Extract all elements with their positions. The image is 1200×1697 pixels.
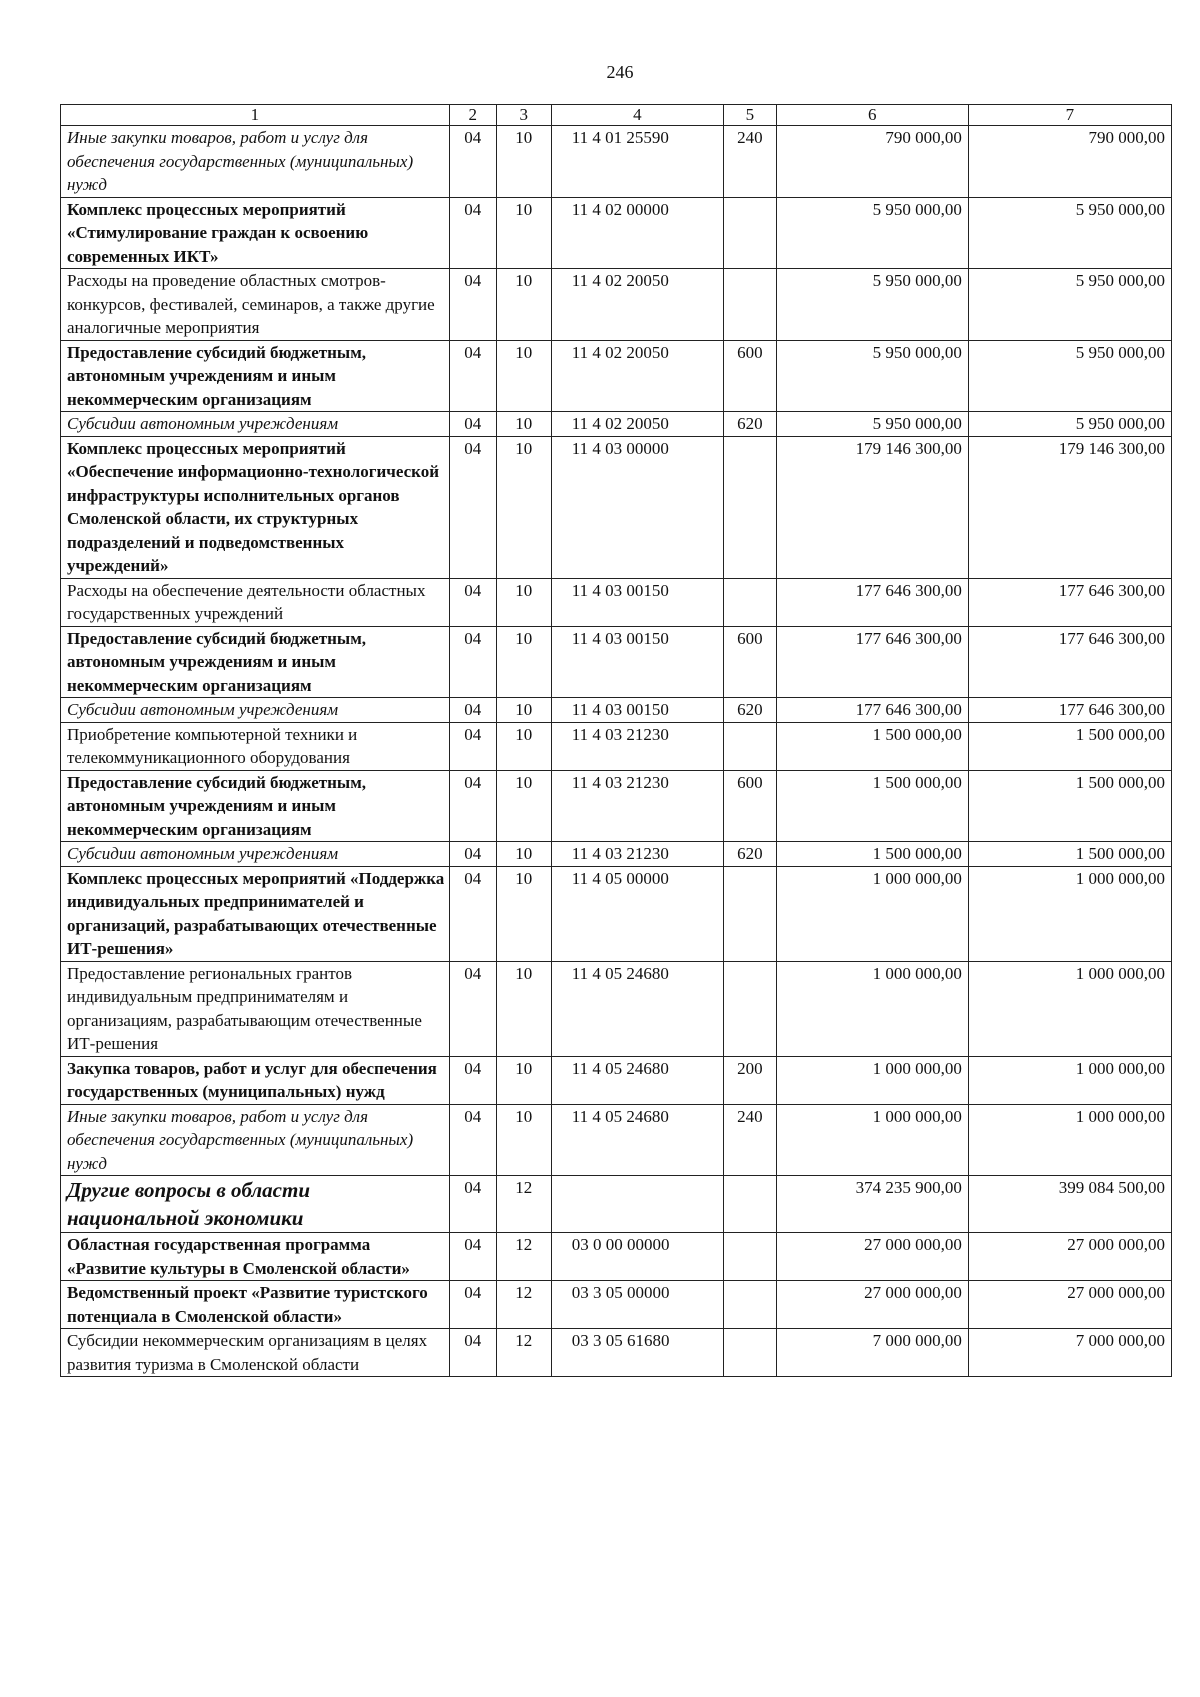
table-row — [61, 197, 1172, 269]
section-code: 04 — [449, 1281, 496, 1329]
subsection-code: 12 — [496, 1329, 551, 1377]
section-code: 04 — [449, 626, 496, 698]
target-article-code: 11 4 03 00150 — [551, 578, 723, 626]
section-code: 04 — [449, 1104, 496, 1176]
expense-type-code — [724, 866, 777, 961]
amount-year-1: 177 646 300,00 — [776, 578, 968, 626]
table-row — [61, 1104, 1172, 1176]
row-name: Предоставление субсидий бюджетным, автономным учреждениям и иным некоммерческим организациям — [61, 770, 450, 842]
header-col-7: 7 — [968, 105, 1171, 126]
amount-year-2: 27 000 000,00 — [968, 1233, 1171, 1281]
target-article-code: 11 4 05 24680 — [551, 1056, 723, 1104]
table-row — [61, 1056, 1172, 1104]
budget-table-container — [60, 104, 1172, 1377]
row-name: Иные закупки товаров, работ и услуг для обеспечения государственных (муниципальных) нужд — [61, 1104, 450, 1176]
amount-year-2: 5 950 000,00 — [968, 340, 1171, 412]
section-code: 04 — [449, 578, 496, 626]
expense-type-code — [724, 269, 777, 341]
row-name: Расходы на обеспечение деятельности областных государственных учреждений — [61, 578, 450, 626]
row-name: Другие вопросы в области национальной экономики — [61, 1176, 450, 1233]
subsection-code: 10 — [496, 197, 551, 269]
subsection-code: 10 — [496, 698, 551, 723]
target-article-code: 03 0 00 00000 — [551, 1233, 723, 1281]
amount-year-1: 177 646 300,00 — [776, 626, 968, 698]
table-row — [61, 1233, 1172, 1281]
amount-year-2: 177 646 300,00 — [968, 578, 1171, 626]
amount-year-1: 5 950 000,00 — [776, 197, 968, 269]
subsection-code: 10 — [496, 269, 551, 341]
expense-type-code — [724, 722, 777, 770]
budget-table — [60, 104, 1172, 1377]
section-code: 04 — [449, 866, 496, 961]
subsection-code: 10 — [496, 1104, 551, 1176]
section-code: 04 — [449, 698, 496, 723]
subsection-code: 10 — [496, 412, 551, 437]
target-article-code: 11 4 03 00150 — [551, 626, 723, 698]
expense-type-code: 620 — [724, 698, 777, 723]
section-code: 04 — [449, 340, 496, 412]
expense-type-code — [724, 578, 777, 626]
amount-year-2: 5 950 000,00 — [968, 197, 1171, 269]
expense-type-code — [724, 436, 777, 578]
expense-type-code — [724, 961, 777, 1056]
section-code: 04 — [449, 126, 496, 198]
subsection-code: 10 — [496, 961, 551, 1056]
section-code: 04 — [449, 1329, 496, 1377]
target-article-code — [551, 1176, 723, 1233]
amount-year-1: 7 000 000,00 — [776, 1329, 968, 1377]
table-row — [61, 126, 1172, 198]
row-name: Субсидии автономным учреждениям — [61, 842, 450, 867]
row-name: Закупка товаров, работ и услуг для обеспечения государственных (муниципальных) нужд — [61, 1056, 450, 1104]
subsection-code: 10 — [496, 1056, 551, 1104]
header-row — [61, 105, 1172, 126]
target-article-code: 03 3 05 61680 — [551, 1329, 723, 1377]
amount-year-2: 1 000 000,00 — [968, 1104, 1171, 1176]
expense-type-code — [724, 197, 777, 269]
table-row — [61, 578, 1172, 626]
amount-year-2: 27 000 000,00 — [968, 1281, 1171, 1329]
amount-year-2: 5 950 000,00 — [968, 269, 1171, 341]
table-body — [61, 126, 1172, 1377]
table-row — [61, 842, 1172, 867]
amount-year-1: 374 235 900,00 — [776, 1176, 968, 1233]
amount-year-2: 399 084 500,00 — [968, 1176, 1171, 1233]
expense-type-code: 600 — [724, 770, 777, 842]
target-article-code: 11 4 02 20050 — [551, 412, 723, 437]
amount-year-2: 1 500 000,00 — [968, 842, 1171, 867]
row-name: Субсидии автономным учреждениям — [61, 698, 450, 723]
subsection-code: 10 — [496, 842, 551, 867]
amount-year-1: 1 500 000,00 — [776, 722, 968, 770]
row-name: Комплекс процессных мероприятий «Стимулирование граждан к освоению современных ИКТ» — [61, 197, 450, 269]
amount-year-1: 1 000 000,00 — [776, 961, 968, 1056]
expense-type-code: 200 — [724, 1056, 777, 1104]
subsection-code: 10 — [496, 866, 551, 961]
section-code: 04 — [449, 1176, 496, 1233]
amount-year-1: 1 000 000,00 — [776, 1104, 968, 1176]
expense-type-code: 600 — [724, 340, 777, 412]
row-name: Предоставление субсидий бюджетным, автономным учреждениям и иным некоммерческим организациям — [61, 340, 450, 412]
row-name: Областная государственная программа «Развитие культуры в Смоленской области» — [61, 1233, 450, 1281]
target-article-code: 11 4 02 20050 — [551, 269, 723, 341]
expense-type-code: 620 — [724, 412, 777, 437]
page-number: 246 — [606, 62, 634, 82]
header-col-2: 2 — [449, 105, 496, 126]
expense-type-code — [724, 1176, 777, 1233]
row-name: Комплекс процессных мероприятий «Поддержка индивидуальных предпринимателей и организаций, разрабатывающих отечественные ИТ-решения» — [61, 866, 450, 961]
table-row — [61, 1329, 1172, 1377]
amount-year-1: 5 950 000,00 — [776, 412, 968, 437]
target-article-code: 11 4 03 21230 — [551, 842, 723, 867]
amount-year-2: 790 000,00 — [968, 126, 1171, 198]
amount-year-2: 1 000 000,00 — [968, 961, 1171, 1056]
subsection-code: 10 — [496, 722, 551, 770]
row-name: Приобретение компьютерной техники и телекоммуникационного оборудования — [61, 722, 450, 770]
target-article-code: 03 3 05 00000 — [551, 1281, 723, 1329]
amount-year-2: 5 950 000,00 — [968, 412, 1171, 437]
amount-year-2: 179 146 300,00 — [968, 436, 1171, 578]
target-article-code: 11 4 03 00000 — [551, 436, 723, 578]
header-col-4: 4 — [551, 105, 723, 126]
subsection-code: 10 — [496, 436, 551, 578]
amount-year-2: 7 000 000,00 — [968, 1329, 1171, 1377]
section-code: 04 — [449, 412, 496, 437]
amount-year-1: 1 000 000,00 — [776, 866, 968, 961]
section-code: 04 — [449, 961, 496, 1056]
section-code: 04 — [449, 770, 496, 842]
amount-year-1: 5 950 000,00 — [776, 340, 968, 412]
section-code: 04 — [449, 842, 496, 867]
section-code: 04 — [449, 1233, 496, 1281]
row-name: Субсидии автономным учреждениям — [61, 412, 450, 437]
expense-type-code — [724, 1281, 777, 1329]
table-row — [61, 722, 1172, 770]
amount-year-2: 1 500 000,00 — [968, 722, 1171, 770]
table-row — [61, 1176, 1172, 1233]
subsection-code: 10 — [496, 770, 551, 842]
row-name: Субсидии некоммерческим организациям в целях развития туризма в Смоленской области — [61, 1329, 450, 1377]
target-article-code: 11 4 03 21230 — [551, 770, 723, 842]
table-row — [61, 866, 1172, 961]
subsection-code: 10 — [496, 578, 551, 626]
subsection-code: 12 — [496, 1233, 551, 1281]
amount-year-1: 1 500 000,00 — [776, 842, 968, 867]
table-row — [61, 340, 1172, 412]
target-article-code: 11 4 02 00000 — [551, 197, 723, 269]
target-article-code: 11 4 05 00000 — [551, 866, 723, 961]
amount-year-1: 790 000,00 — [776, 126, 968, 198]
expense-type-code: 600 — [724, 626, 777, 698]
expense-type-code: 240 — [724, 1104, 777, 1176]
row-name: Ведомственный проект «Развитие туристского потенциала в Смоленской области» — [61, 1281, 450, 1329]
amount-year-1: 1 000 000,00 — [776, 1056, 968, 1104]
subsection-code: 10 — [496, 126, 551, 198]
row-name: Комплекс процессных мероприятий «Обеспечение информационно-технологической инфраструктуры исполнительных органов Смоленской области, их структурных подразделений и подведомственных учреждений» — [61, 436, 450, 578]
expense-type-code — [724, 1233, 777, 1281]
header-col-5: 5 — [724, 105, 777, 126]
amount-year-1: 5 950 000,00 — [776, 269, 968, 341]
amount-year-2: 177 646 300,00 — [968, 626, 1171, 698]
row-name: Расходы на проведение областных смотров-конкурсов, фестивалей, семинаров, а также другие аналогичные мероприятия — [61, 269, 450, 341]
amount-year-1: 177 646 300,00 — [776, 698, 968, 723]
table-row — [61, 412, 1172, 437]
amount-year-1: 1 500 000,00 — [776, 770, 968, 842]
section-code: 04 — [449, 1056, 496, 1104]
section-code: 04 — [449, 722, 496, 770]
amount-year-1: 27 000 000,00 — [776, 1281, 968, 1329]
target-article-code: 11 4 05 24680 — [551, 961, 723, 1056]
table-row — [61, 1281, 1172, 1329]
amount-year-1: 27 000 000,00 — [776, 1233, 968, 1281]
table-row — [61, 698, 1172, 723]
table-row — [61, 770, 1172, 842]
table-row — [61, 269, 1172, 341]
amount-year-1: 179 146 300,00 — [776, 436, 968, 578]
subsection-code: 12 — [496, 1176, 551, 1233]
amount-year-2: 1 000 000,00 — [968, 866, 1171, 961]
amount-year-2: 1 500 000,00 — [968, 770, 1171, 842]
expense-type-code: 620 — [724, 842, 777, 867]
expense-type-code — [724, 1329, 777, 1377]
row-name: Предоставление субсидий бюджетным, автономным учреждениям и иным некоммерческим организациям — [61, 626, 450, 698]
subsection-code: 10 — [496, 626, 551, 698]
section-code: 04 — [449, 197, 496, 269]
table-row — [61, 961, 1172, 1056]
target-article-code: 11 4 03 21230 — [551, 722, 723, 770]
row-name: Иные закупки товаров, работ и услуг для обеспечения государственных (муниципальных) нужд — [61, 126, 450, 198]
target-article-code: 11 4 01 25590 — [551, 126, 723, 198]
section-code: 04 — [449, 269, 496, 341]
subsection-code: 12 — [496, 1281, 551, 1329]
target-article-code: 11 4 03 00150 — [551, 698, 723, 723]
table-row — [61, 436, 1172, 578]
header-col-6: 6 — [776, 105, 968, 126]
header-col-3: 3 — [496, 105, 551, 126]
expense-type-code: 240 — [724, 126, 777, 198]
subsection-code: 10 — [496, 340, 551, 412]
header-col-1: 1 — [61, 105, 450, 126]
row-name: Предоставление региональных грантов индивидуальным предпринимателям и организациям, разрабатывающим отечественные ИТ-решения — [61, 961, 450, 1056]
table-row — [61, 626, 1172, 698]
target-article-code: 11 4 02 20050 — [551, 340, 723, 412]
amount-year-2: 177 646 300,00 — [968, 698, 1171, 723]
section-code: 04 — [449, 436, 496, 578]
amount-year-2: 1 000 000,00 — [968, 1056, 1171, 1104]
target-article-code: 11 4 05 24680 — [551, 1104, 723, 1176]
